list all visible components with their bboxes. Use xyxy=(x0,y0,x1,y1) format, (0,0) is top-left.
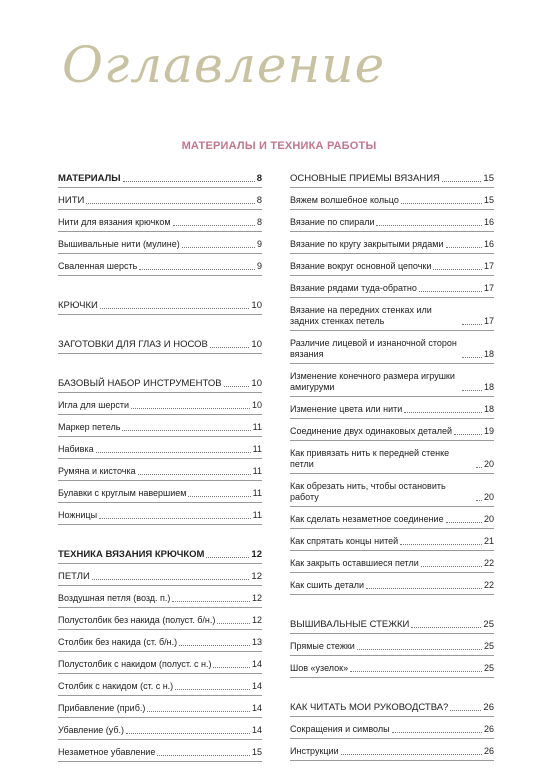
toc-entry[interactable] xyxy=(290,338,494,364)
toc-leader-dots xyxy=(86,202,254,204)
toc-entry-title: Полустолбик без накида (полуст. б/н.) xyxy=(58,615,216,625)
toc-entry[interactable] xyxy=(290,239,494,254)
toc-entry-page: 12 xyxy=(251,593,262,603)
toc-entry-page: 16 xyxy=(483,239,494,249)
toc-entry[interactable] xyxy=(290,195,494,210)
toc-entry-title: Как сшить детали xyxy=(290,580,365,590)
toc-leader-dots xyxy=(433,268,482,270)
toc-leader-dots xyxy=(476,466,482,468)
toc-entry[interactable] xyxy=(58,659,262,674)
toc-entry-title: Вязание вокруг основной цепочки xyxy=(290,261,432,271)
toc-leader-dots xyxy=(92,578,250,580)
toc-entry-page: 12 xyxy=(251,571,262,582)
toc-entry-page: 20 xyxy=(483,514,494,524)
toc-entry-title: Изменение цвета или нити xyxy=(290,404,403,414)
toc-spacer xyxy=(290,602,494,619)
toc-entry[interactable] xyxy=(58,681,262,696)
toc-entry-page: 11 xyxy=(252,444,262,454)
toc-entry[interactable] xyxy=(290,217,494,232)
toc-entry[interactable] xyxy=(58,339,262,354)
toc-entry[interactable] xyxy=(58,488,262,503)
toc-entry-title: Вязание по кругу закрытыми рядами xyxy=(290,239,444,249)
toc-leader-dots xyxy=(411,626,481,628)
toc-entry-page: 22 xyxy=(483,558,494,568)
toc-entry-page: 8 xyxy=(256,217,262,227)
toc-entry-title: ОСНОВНЫЕ ПРИЕМЫ ВЯЗАНИЯ xyxy=(290,173,440,184)
toc-entry-title: Сваленная шерсть xyxy=(58,261,138,271)
toc-entry-title: КРЮЧКИ xyxy=(58,300,98,311)
toc-entry-title: Различие лицевой и изнаночной сторон вязания xyxy=(290,338,457,359)
toc-entry-page: 26 xyxy=(483,746,494,756)
toc-column-left xyxy=(58,173,262,769)
toc-leader-dots xyxy=(376,224,482,226)
toc-entry-title: Вязание на передних стенках или задних стенках петель xyxy=(290,305,432,326)
toc-entry-page: 14 xyxy=(251,725,262,735)
toc-leader-dots xyxy=(139,268,255,270)
toc-entry[interactable] xyxy=(290,641,494,656)
toc-entry-title: ЗАГОТОВКИ ДЛЯ ГЛАЗ И НОСОВ xyxy=(58,339,208,350)
toc-entry-title: Вышивальные нити (мулине) xyxy=(58,239,180,249)
toc-leader-dots xyxy=(99,517,251,519)
toc-entry-title: НИТИ xyxy=(58,195,85,206)
toc-leader-dots xyxy=(179,644,250,646)
toc-leader-dots xyxy=(450,709,481,711)
toc-entry[interactable] xyxy=(58,217,262,232)
toc-entry[interactable] xyxy=(58,571,262,586)
toc-entry[interactable] xyxy=(290,404,494,419)
toc-entry-page: 25 xyxy=(483,663,494,673)
toc-leader-dots xyxy=(392,731,482,733)
toc-entry[interactable] xyxy=(290,305,494,331)
toc-leader-dots xyxy=(175,688,250,690)
toc-leader-dots xyxy=(442,180,482,182)
toc-column-right xyxy=(290,173,494,768)
toc-spacer xyxy=(58,283,262,300)
toc-entry-title: Как закрыть оставшиеся петли xyxy=(290,558,419,568)
toc-leader-dots xyxy=(476,499,482,501)
toc-entry[interactable] xyxy=(58,195,262,210)
toc-entry-page: 17 xyxy=(483,261,494,271)
toc-leader-dots xyxy=(123,180,255,182)
toc-leader-dots xyxy=(404,411,482,413)
toc-entry-page: 8 xyxy=(256,195,262,206)
toc-entry-page: 20 xyxy=(483,459,494,469)
toc-entry-page: 25 xyxy=(483,619,494,630)
toc-leader-dots xyxy=(401,202,482,204)
toc-entry-page: 9 xyxy=(256,261,262,271)
toc-entry-title: Полустолбик с накидом (полуст. с н.) xyxy=(58,659,212,669)
toc-leader-dots xyxy=(147,710,250,712)
toc-entry-title: Соединение двух одинаковых деталей xyxy=(290,426,453,436)
toc-entry[interactable] xyxy=(290,580,494,595)
toc-leader-dots xyxy=(462,356,482,358)
toc-leader-dots xyxy=(96,451,251,453)
section-heading: МАТЕРИАЛЫ И ТЕХНИКА РАБОТЫ xyxy=(181,140,377,152)
toc-spacer xyxy=(58,361,262,378)
toc-leader-dots xyxy=(446,521,482,523)
toc-entry-page: 10 xyxy=(251,378,262,389)
toc-entry[interactable] xyxy=(58,466,262,481)
toc-entry-page: 11 xyxy=(252,422,262,432)
toc-leader-dots xyxy=(341,753,482,755)
toc-entry-title: Сокращения и символы xyxy=(290,724,390,734)
toc-entry[interactable] xyxy=(58,422,262,437)
toc-spacer xyxy=(290,685,494,702)
toc-entry-title: Незаметное убавление xyxy=(58,747,156,757)
toc-entry[interactable] xyxy=(290,371,494,397)
toc-entry-page: 15 xyxy=(483,195,494,205)
toc-leader-dots xyxy=(157,754,250,756)
toc-entry-title: Игла для шерсти xyxy=(58,400,130,410)
toc-entry-title: Как обрезать нить, чтобы остановить работу xyxy=(290,481,446,502)
toc-entry-title: Воздушная петля (возд. п.) xyxy=(58,593,171,603)
toc-leader-dots xyxy=(454,433,482,435)
toc-entry-page: 10 xyxy=(251,300,262,311)
toc-entry-page: 13 xyxy=(251,637,262,647)
page-title: Оглавление xyxy=(62,36,386,94)
toc-entry[interactable] xyxy=(290,261,494,276)
toc-leader-dots xyxy=(421,565,482,567)
toc-entry-page: 20 xyxy=(483,492,494,502)
toc-leader-dots xyxy=(182,246,255,248)
toc-leader-dots xyxy=(172,600,250,602)
toc-entry-title: Вяжем волшебное кольцо xyxy=(290,195,399,205)
toc-entry-page: 10 xyxy=(251,400,262,410)
toc-entry[interactable] xyxy=(58,549,262,564)
toc-entry-title: Шов «узелок» xyxy=(290,663,349,673)
toc-spacer xyxy=(58,322,262,339)
toc-entry-page: 22 xyxy=(483,580,494,590)
toc-entry[interactable] xyxy=(58,300,262,315)
toc-entry-title: МАТЕРИАЛЫ xyxy=(58,173,121,184)
toc-entry[interactable] xyxy=(58,615,262,630)
toc-entry-title: Прибавление (приб.) xyxy=(58,703,146,713)
toc-leader-dots xyxy=(188,495,250,497)
toc-entry-title: Как сделать незаметное соединение xyxy=(290,514,444,524)
toc-entry-title: Инструкции xyxy=(290,746,339,756)
toc-entry-page: 21 xyxy=(483,536,494,546)
toc-entry-page: 12 xyxy=(251,615,262,625)
toc-entry[interactable] xyxy=(290,426,494,441)
toc-entry-page: 10 xyxy=(251,339,262,350)
toc-entry[interactable] xyxy=(290,448,494,474)
toc-entry-page: 9 xyxy=(256,239,262,249)
toc-entry-page: 8 xyxy=(256,173,262,184)
toc-entry[interactable] xyxy=(58,510,262,525)
toc-entry-page: 25 xyxy=(483,641,494,651)
toc-entry[interactable] xyxy=(290,558,494,573)
toc-entry[interactable] xyxy=(290,514,494,529)
toc-leader-dots xyxy=(357,648,482,650)
toc-leader-dots xyxy=(400,543,482,545)
toc-entry-title: Вязание рядами туда-обратно xyxy=(290,283,417,293)
toc-entry-title: КАК ЧИТАТЬ МОИ РУКОВОДСТВА? xyxy=(290,702,449,713)
toc-entry[interactable] xyxy=(290,702,494,717)
toc-entry-title: БАЗОВЫЙ НАБОР ИНСТРУМЕНТОВ xyxy=(58,378,222,389)
toc-entry[interactable] xyxy=(290,724,494,739)
toc-entry[interactable] xyxy=(58,637,262,652)
toc-entry-page: 26 xyxy=(483,702,494,713)
toc-entry-title: Набивка xyxy=(58,444,94,454)
toc-entry-title: Изменение конечного размера игрушки амигуруми xyxy=(290,371,455,392)
toc-entry-page: 26 xyxy=(483,724,494,734)
toc-entry[interactable] xyxy=(290,536,494,551)
toc-leader-dots xyxy=(366,587,482,589)
toc-entry-page: 14 xyxy=(251,681,262,691)
toc-entry-title: Ножницы xyxy=(58,510,98,520)
toc-entry-title: Маркер петель xyxy=(58,422,121,432)
toc-entry-page: 11 xyxy=(252,510,262,520)
toc-entry-page: 12 xyxy=(251,549,262,560)
toc-leader-dots xyxy=(462,389,482,391)
toc-entry[interactable] xyxy=(58,593,262,608)
toc-entry-page: 17 xyxy=(483,283,494,293)
toc-entry-title: Нити для вязания крючком xyxy=(58,217,171,227)
toc-leader-dots xyxy=(100,307,250,309)
toc-entry[interactable] xyxy=(58,747,262,762)
toc-entry-page: 14 xyxy=(251,659,262,669)
toc-entry-title: Булавки с круглым навершием xyxy=(58,488,187,498)
toc-leader-dots xyxy=(350,670,482,672)
toc-entry-title: Столбик без накида (ст. б/н.) xyxy=(58,637,178,647)
toc-entry[interactable] xyxy=(290,173,494,188)
toc-entry-title: Вязание по спирали xyxy=(290,217,375,227)
toc-entry[interactable] xyxy=(290,746,494,761)
toc-entry[interactable] xyxy=(58,261,262,276)
toc-entry-page: 18 xyxy=(483,382,494,392)
toc-entry[interactable] xyxy=(290,619,494,634)
toc-leader-dots xyxy=(210,346,250,348)
toc-entry[interactable] xyxy=(58,400,262,415)
toc-entry-page: 11 xyxy=(252,466,262,476)
toc-entry[interactable] xyxy=(58,703,262,718)
toc-entry-page: 15 xyxy=(483,173,494,184)
toc-leader-dots xyxy=(122,429,250,431)
toc-entry-page: 16 xyxy=(483,217,494,227)
toc-leader-dots xyxy=(138,473,251,475)
toc-leader-dots xyxy=(131,407,250,409)
toc-entry[interactable] xyxy=(58,444,262,459)
toc-entry[interactable] xyxy=(58,173,262,188)
toc-leader-dots xyxy=(206,556,249,558)
toc-leader-dots xyxy=(462,323,482,325)
toc-entry-page: 14 xyxy=(251,703,262,713)
toc-entry-title: ПЕТЛИ xyxy=(58,571,90,582)
toc-entry-title: Как привязать нить к передней стенке петли xyxy=(290,448,450,469)
toc-entry-title: Столбик с накидом (ст. с н.) xyxy=(58,681,174,691)
toc-entry-title: Румяна и кисточка xyxy=(58,466,136,476)
toc-entry-page: 11 xyxy=(252,488,262,498)
toc-entry[interactable] xyxy=(290,481,494,507)
toc-entry[interactable] xyxy=(58,239,262,254)
toc-leader-dots xyxy=(213,666,250,668)
toc-entry-page: 18 xyxy=(483,349,494,359)
toc-entry-page: 17 xyxy=(483,316,494,326)
toc-entry[interactable] xyxy=(290,283,494,298)
toc-spacer xyxy=(58,532,262,549)
toc-entry-page: 19 xyxy=(483,426,494,436)
toc-entry-page: 18 xyxy=(483,404,494,414)
toc-entry[interactable] xyxy=(58,725,262,740)
toc-leader-dots xyxy=(224,385,250,387)
toc-entry-title: Прямые стежки xyxy=(290,641,355,651)
toc-leader-dots xyxy=(173,224,255,226)
toc-entry[interactable] xyxy=(290,663,494,678)
toc-entry-title: Как спрятать концы нитей xyxy=(290,536,399,546)
toc-leader-dots xyxy=(217,622,250,624)
toc-entry-title: Убавление (уб.) xyxy=(58,725,125,735)
toc-leader-dots xyxy=(419,290,482,292)
toc-entry[interactable] xyxy=(58,378,262,393)
toc-entry-page: 15 xyxy=(251,747,262,757)
toc-leader-dots xyxy=(446,246,482,248)
toc-leader-dots xyxy=(126,732,250,734)
toc-entry-title: ТЕХНИКА ВЯЗАНИЯ КРЮЧКОМ xyxy=(58,549,205,560)
toc-entry-title: ВЫШИВАЛЬНЫЕ СТЕЖКИ xyxy=(290,619,410,630)
